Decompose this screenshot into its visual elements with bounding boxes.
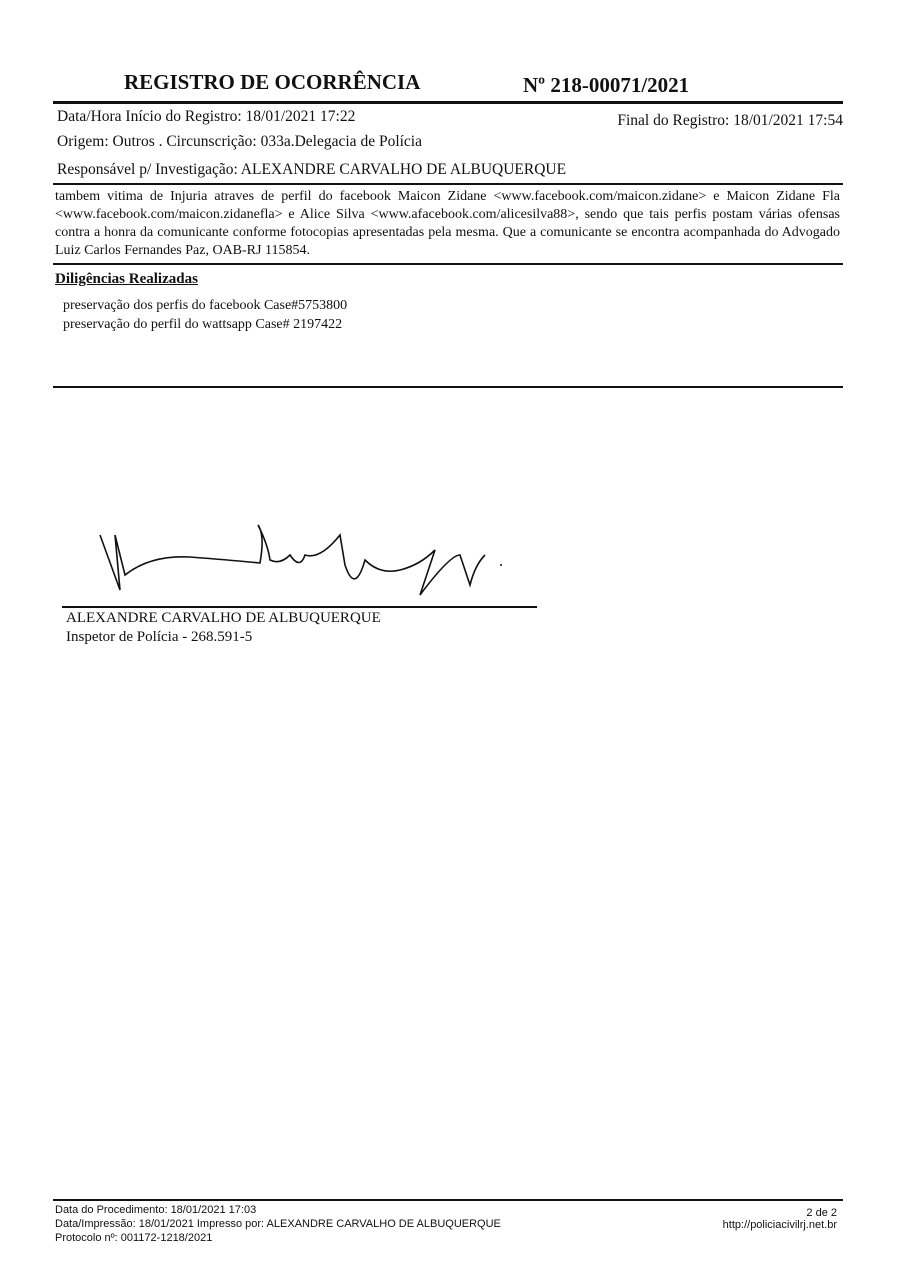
page-number: 2 de 2 bbox=[806, 1207, 837, 1219]
data-impressao: Data/Impressão: 18/01/2021 Impresso por: ALEXANDRE CARVALHO DE ALBUQUERQUE bbox=[55, 1218, 501, 1230]
responsavel: Responsável p/ Investigação: ALEXANDRE CARVALHO DE ALBUQUERQUE bbox=[57, 161, 567, 178]
narrative-text: tambem vitima de Injuria atraves de perfil do facebook Maicon Zidane <www.facebook.com/maicon.zidane> e Maicon Zidane Fla <www.facebook.com/maicon.zidanefla> e Alice Silva <www.afacebook.com/alicesilva88>, sendo que tais perfis postam várias ofensas contra a honra da comunicante conforme fotocopias apresentadas pela mesma. Que a comunicante se encontra acompanhada do Advogado Luiz Carlos Fernandes Paz, OAB-RJ 115854. bbox=[55, 189, 840, 258]
signature-icon bbox=[90, 515, 510, 605]
site-url: http://policiacivilrj.net.br bbox=[722, 1219, 837, 1231]
divider bbox=[53, 386, 843, 388]
signer-role: Inspetor de Polícia - 268.591-5 bbox=[66, 629, 253, 645]
diligencia-item: preservação dos perfis do facebook Case#5753800 bbox=[63, 298, 348, 313]
divider bbox=[53, 183, 843, 185]
signer-name: ALEXANDRE CARVALHO DE ALBUQUERQUE bbox=[66, 610, 381, 626]
divider bbox=[53, 263, 843, 265]
registro-number: Nº 218-00071/2021 bbox=[523, 73, 690, 97]
diligencias-heading: Diligências Realizadas bbox=[55, 271, 198, 287]
inicio-registro: Data/Hora Início do Registro: 18/01/2021 17:22 bbox=[57, 108, 356, 125]
protocolo: Protocolo nº: 001172-1218/2021 bbox=[55, 1232, 213, 1244]
final-registro: Final do Registro: 18/01/2021 17:54 bbox=[617, 112, 843, 129]
signature-line bbox=[62, 606, 537, 608]
document-title: REGISTRO DE OCORRÊNCIA bbox=[124, 70, 421, 94]
divider bbox=[53, 101, 843, 104]
data-procedimento: Data do Procedimento: 18/01/2021 17:03 bbox=[55, 1204, 257, 1216]
origem: Origem: Outros . Circunscrição: 033a.Delegacia de Polícia bbox=[57, 133, 422, 150]
footer-divider bbox=[53, 1199, 843, 1201]
diligencia-item: preservação do perfil do wattsapp Case# 2197422 bbox=[63, 317, 343, 332]
